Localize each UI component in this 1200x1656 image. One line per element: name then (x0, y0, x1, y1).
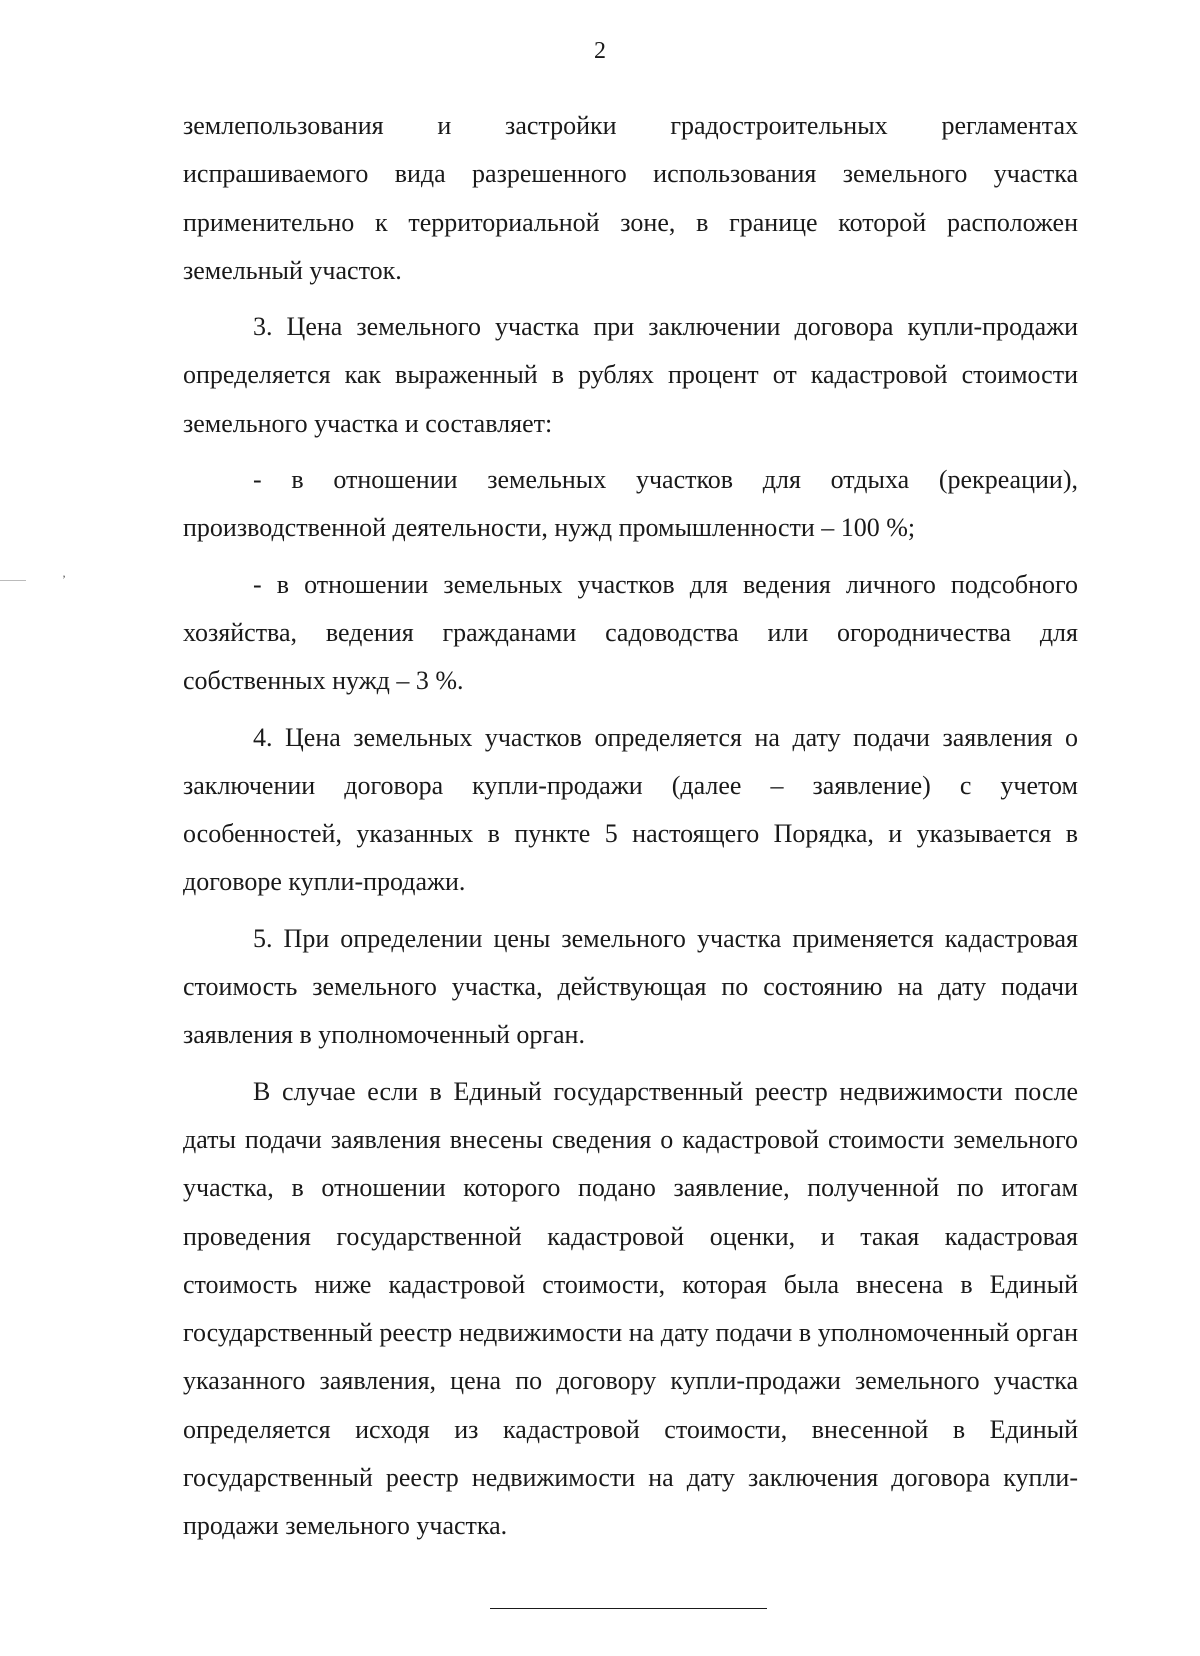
paragraph-item-4: 4. Цена земельных участков определяется на дату подачи заявления о заключении договора купли-продажи (далее – заявление) с учетом особенностей, указанных в пункте 5 настоящего Порядка, и указывается в договоре купли-продажи. (183, 722, 1078, 897)
paragraph-item-3: 3. Цена земельного участка при заключении договора купли-продажи определяется как выраженный в рублях процент от кадастровой стоимости земельного участка и составляет: (183, 312, 1078, 438)
end-rule (490, 1608, 767, 1609)
scan-artifact-line (0, 580, 26, 581)
paragraph-item-5: 5. При определении цены земельного участка применяется кадастровая стоимость земельного участка, действующая по состоянию на дату подачи заявления в уполномоченный орган. (183, 923, 1078, 1050)
paragraph-item-5-case: В случае если в Единый государственный реестр недвижимости после даты подачи заявления внесены сведения о кадастровой стоимости земельного участка, в отношении которого подано заявление, полученной по итогам проведения государственной кадастровой оценки, и такая кадастровая стоимость ниже кадастровой стоимости, которая была внесена в Единый государственный реестр недвижимости на дату подачи в уполномоченный орган указанного заявления, цена по договору купли-продажи земельного участка определяется исходя из кадастровой стоимости, внесенной в Единый государственный реестр недвижимости на дату заключения договора купли-продажи земельного участка. (183, 1076, 1078, 1541)
document-body (183, 102, 1078, 1551)
paragraph-continuation: землепользования и застройки градостроительных регламентах испрашиваемого вида разрешенного использования земельного участка применительно к территориальной зоне, в границе которой расположен земельный участок. (183, 111, 1078, 285)
margin-mark: ’ (62, 572, 66, 586)
paragraph-bullet-recreation: - в отношении земельных участков для отдыха (рекреации), производственной деятельности, нужд промышленности – 100 %; (183, 465, 1078, 543)
paragraph-bullet-household: - в отношении земельных участков для ведения личного подсобного хозяйства, ведения гражданами садоводства или огородничества для собственных нужд – 3 %. (183, 569, 1078, 696)
page-number: 2 (594, 38, 606, 64)
